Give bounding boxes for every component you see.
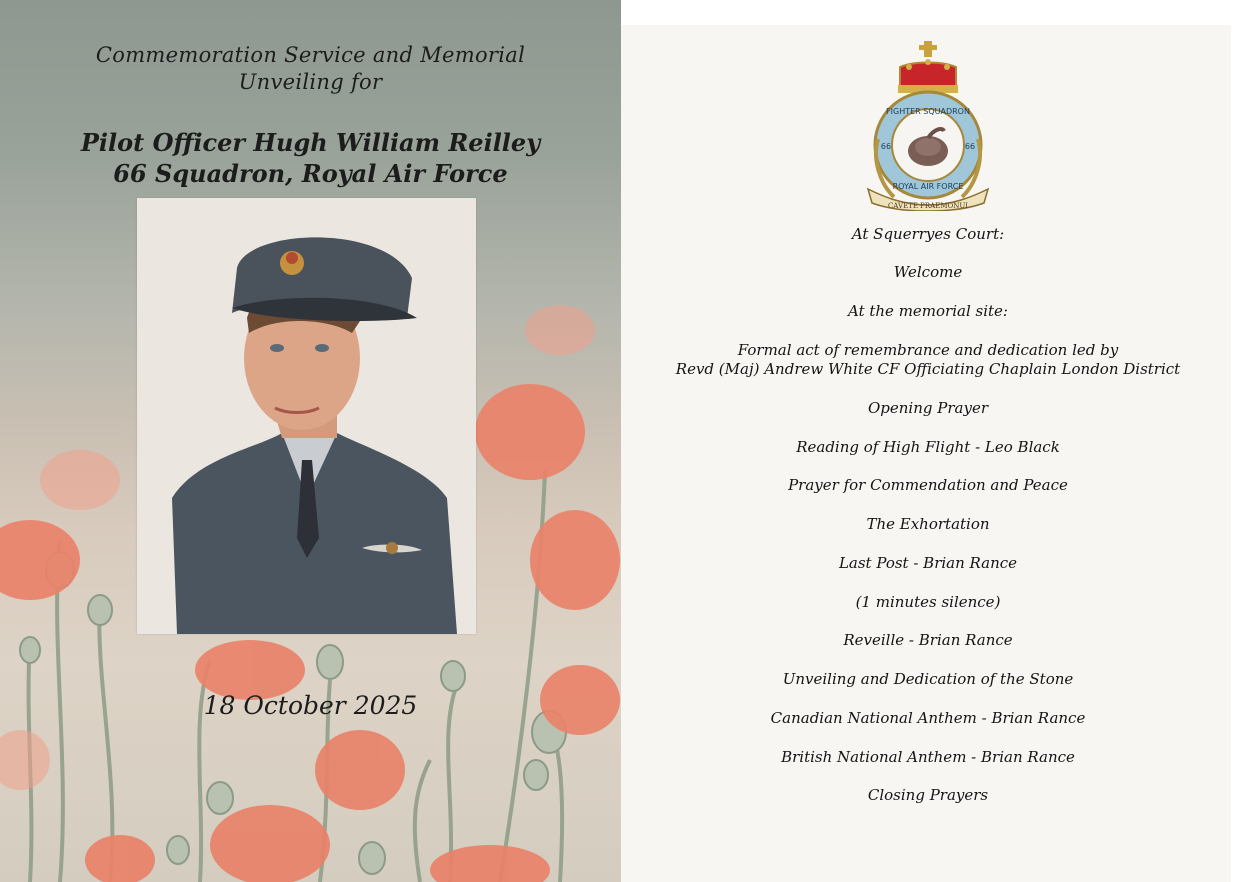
service-title (0, 42, 621, 96)
programme-heading-squerryes: At Squerryes Court: (851, 225, 1005, 243)
programme-item-remembrance: Formal act of remembrance and dedication led by (737, 341, 1119, 359)
honoree-name-line-1: Pilot Officer Hugh William Reilley (80, 128, 541, 157)
programme-item-high-flight: Reading of High Flight - Leo Black (796, 438, 1060, 456)
programme-heading-memorial-site: At the memorial site: (848, 302, 1008, 320)
programme-item-unveiling: Unveiling and Dedication of the Stone (782, 670, 1074, 688)
honoree-name (0, 127, 621, 189)
programme-item-reveille: Reveille - Brian Rance (843, 631, 1013, 649)
pilot-portrait (137, 198, 476, 634)
squadron-crest-icon (864, 39, 992, 211)
crest-banner-top: FIGHTER SQUADRON (886, 107, 970, 116)
programme-item-opening-prayer: Opening Prayer (868, 399, 988, 417)
crest-motto: CAVETE PRAEMONUI (887, 202, 969, 210)
event-date: 18 October 2025 (203, 691, 418, 720)
programme-item-closing-prayers: Closing Prayers (867, 786, 989, 804)
programme-item-last-post: Last Post - Brian Rance (838, 554, 1018, 572)
service-title-line-1: Commemoration Service and Memorial (95, 43, 526, 67)
programme-item-silence: (1 minutes silence) (855, 593, 1001, 611)
crest-banner-bottom: ROYAL AIR FORCE (892, 182, 964, 191)
programme-item-exhortation: The Exhortation (866, 515, 990, 533)
service-title-line-2: Unveiling for (238, 70, 383, 94)
crest-number-right: 66 (964, 142, 976, 151)
programme-item-canadian-anthem: Canadian National Anthem - Brian Rance (770, 709, 1086, 727)
programme-item-chaplain: Revd (Maj) Andrew White CF Officiating Chaplain London District (675, 360, 1181, 378)
programme-item-british-anthem: British National Anthem - Brian Rance (781, 748, 1075, 766)
programme-item-welcome: Welcome (893, 263, 963, 281)
programme-item-commendation: Prayer for Commendation and Peace (788, 476, 1068, 494)
honoree-unit-line: 66 Squadron, Royal Air Force (113, 159, 508, 188)
crest-number-left: 66 (880, 142, 892, 151)
programme-panel (621, 25, 1231, 882)
